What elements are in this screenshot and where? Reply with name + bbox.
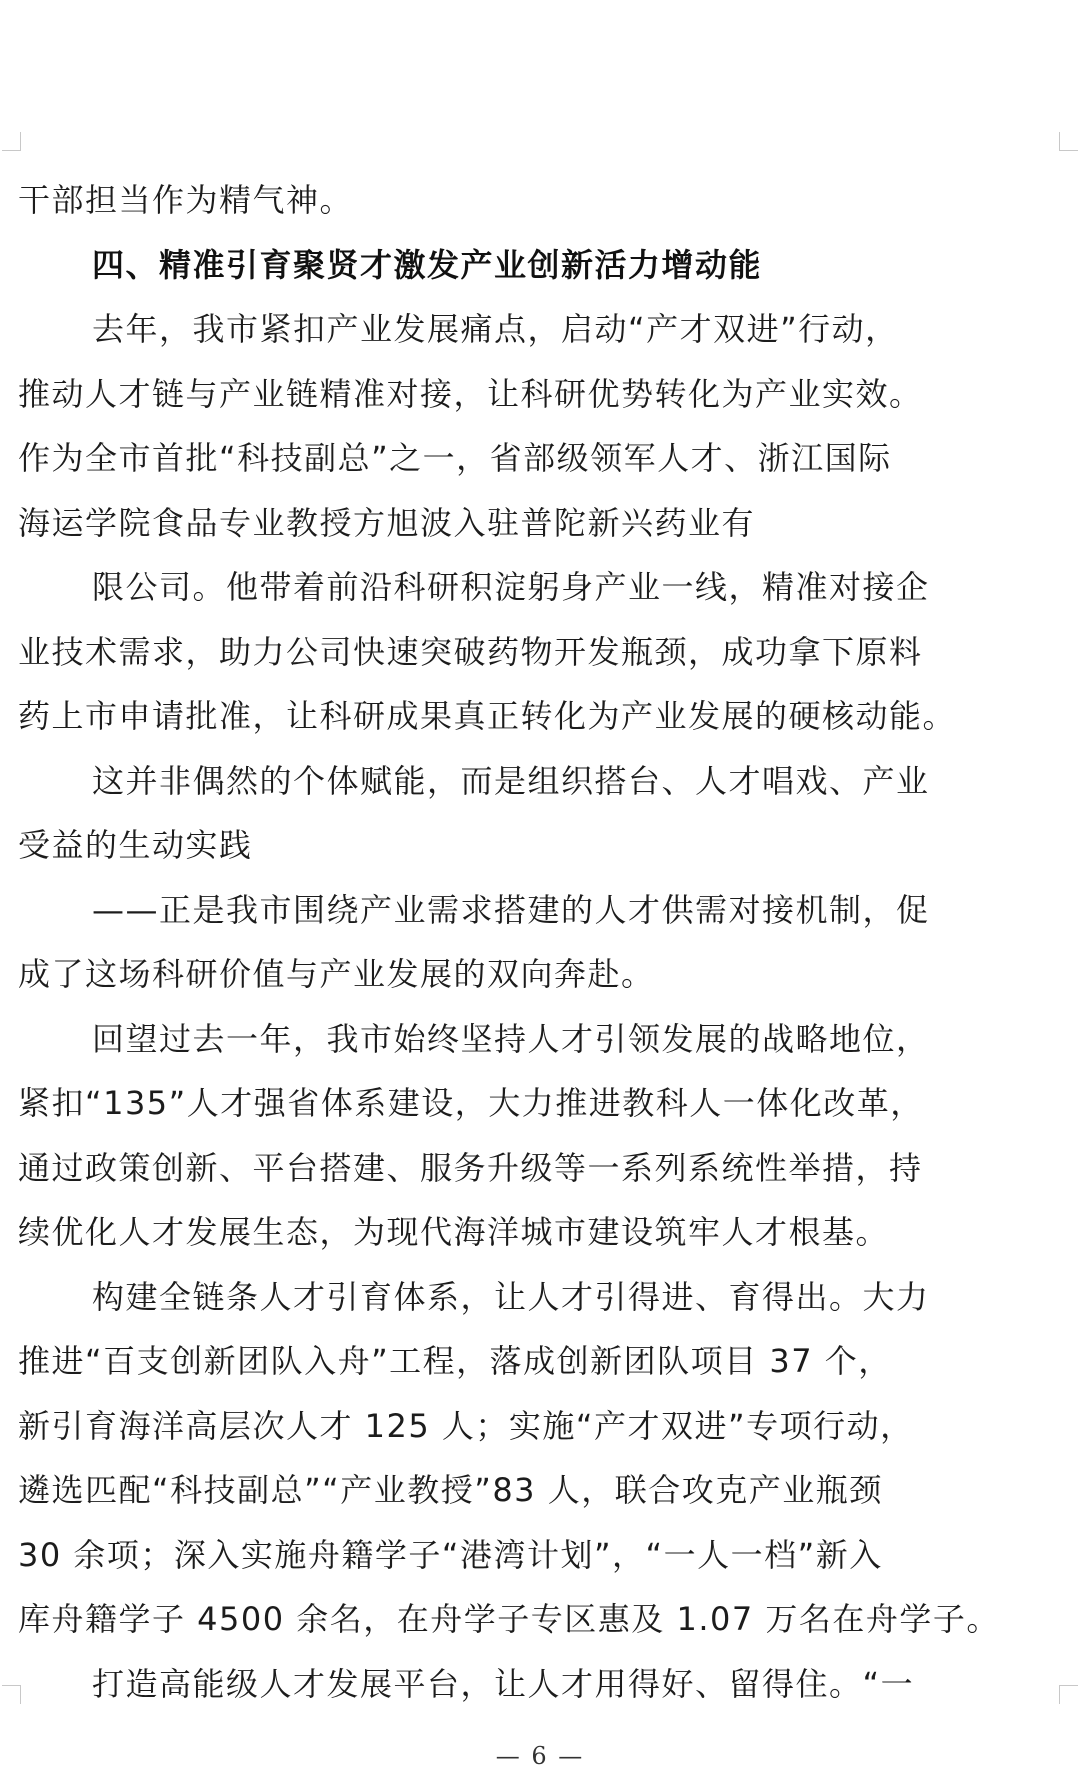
text-line: 新引育海洋高层次人才 125 人；实施“产才双进”专项行动， bbox=[18, 1406, 914, 1445]
text-line: 限公司。他带着前沿科研积淀躬身产业一线，精准对接企 bbox=[92, 568, 930, 606]
text-line: 这并非偶然的个体赋能，而是组织搭台、人才唱戏、产业 bbox=[92, 761, 930, 800]
body-text bbox=[18, 168, 1058, 1716]
text-line: 续优化人才发展生态，为现代海洋城市建设筑牢人才根基。 bbox=[18, 1213, 890, 1251]
text-line: 构建全链条人才引育体系，让人才引得进、育得出。大力 bbox=[92, 1277, 930, 1316]
crop-mark-top-right bbox=[1059, 132, 1078, 151]
text-line: 业技术需求，助力公司快速突破药物开发瓶颈，成功拿下原料 bbox=[18, 632, 923, 671]
text-line: 紧扣“135”人才强省体系建设，大力推进教科人一体化改革， bbox=[18, 1084, 924, 1122]
text-line: 去年，我市紧扣产业发展痛点，启动“产才双进”行动， bbox=[92, 310, 899, 348]
text-line: 打造高能级人才发展平台，让人才用得好、留得住。“一 bbox=[92, 1664, 915, 1703]
crop-mark-bottom-right bbox=[1059, 1685, 1078, 1704]
text-line: 干部担当作为精气神。 bbox=[18, 181, 354, 219]
text-line: 通过政策创新、平台搭建、服务升级等一系列系统性举措，持 bbox=[18, 1148, 923, 1187]
text-line: 受益的生动实践 bbox=[18, 826, 253, 864]
page-number: — 6 — bbox=[495, 1742, 585, 1770]
text-line: 库舟籍学子 4500 余名，在舟学子专区惠及 1.07 万名在舟学子。 bbox=[18, 1600, 1000, 1638]
text-line: 药上市申请批准，让科研成果真正转化为产业发展的硬核动能。 bbox=[18, 697, 957, 735]
section-heading: 四、精准引育聚贤才激发产业创新活力增动能 bbox=[92, 245, 763, 284]
text-line: 推动人才链与产业链精准对接，让科研优势转化为产业实效。 bbox=[18, 374, 923, 413]
text-line: 推进“百支创新团队入舟”工程，落成创新团队项目 37 个， bbox=[18, 1342, 892, 1380]
text-line: 成了这场科研价值与产业发展的双向奔赴。 bbox=[18, 955, 655, 993]
text-line: 遴选匹配“科技副总”“产业教授”83 人，联合攻克产业瓶颈 bbox=[18, 1471, 883, 1509]
text-line: 作为全市首批“科技副总”之一，省部级领军人才、浙江国际 bbox=[18, 439, 892, 477]
crop-mark-top-left bbox=[2, 132, 21, 151]
text-line: 海运学院食品专业教授方旭波入驻普陀新兴药业有 bbox=[18, 503, 756, 542]
text-line: 30 余项；深入实施舟籍学子“港湾计划”，“一人一档”新入 bbox=[18, 1535, 883, 1574]
text-line: 回望过去一年，我市始终坚持人才引领发展的战略地位， bbox=[92, 1019, 930, 1058]
text-line: ——正是我市围绕产业需求搭建的人才供需对接机制，促 bbox=[92, 890, 930, 929]
